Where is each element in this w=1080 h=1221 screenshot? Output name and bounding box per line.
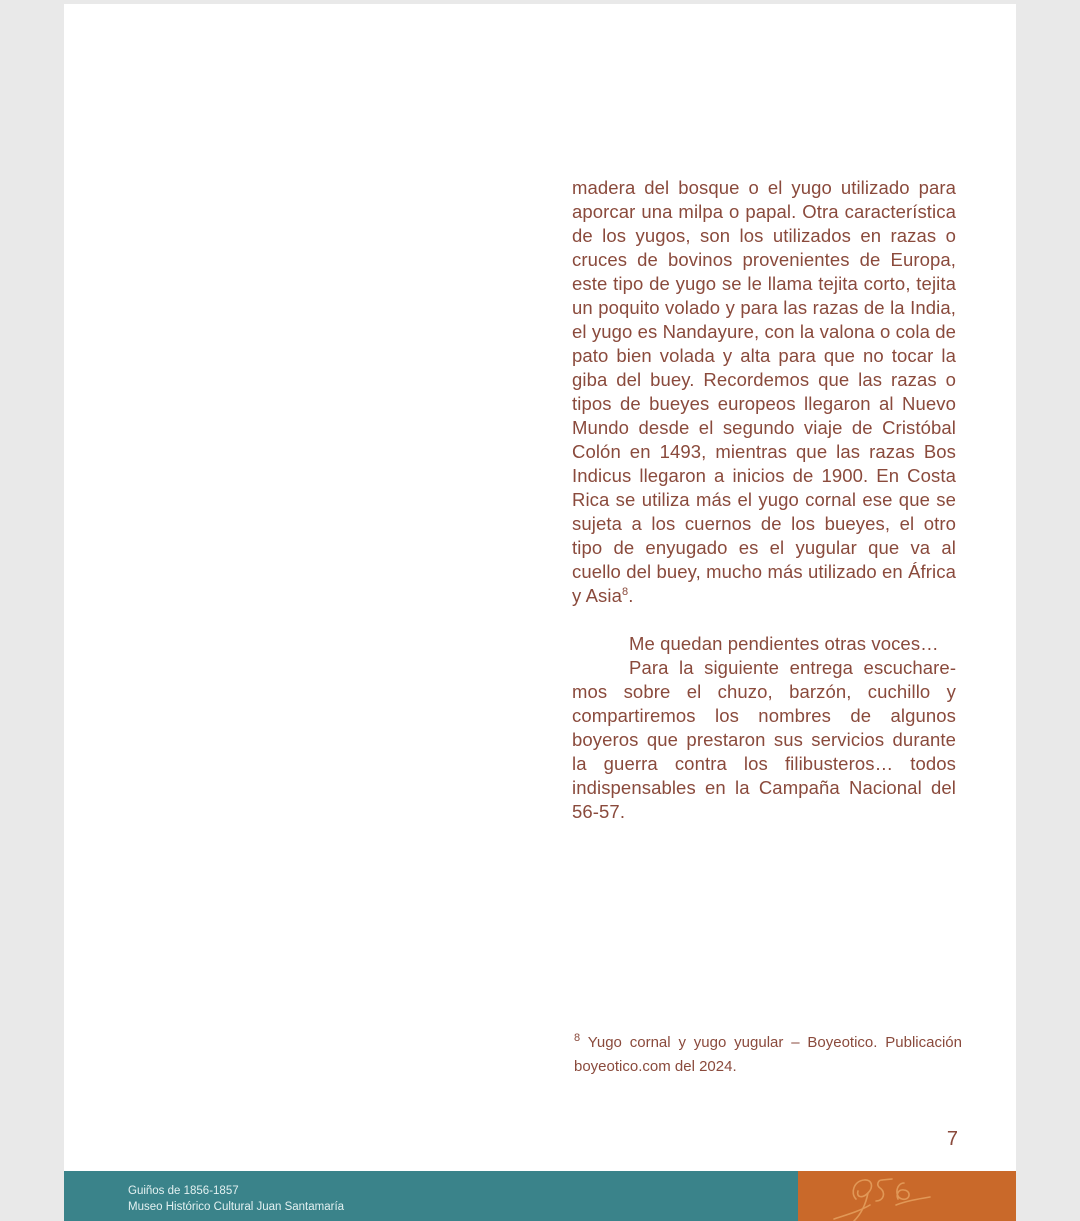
paragraph-1-text: madera del bosque o el yugo utilizado para aporcar una milpa o papal. Otra característica de los yugos, son los utilizados en razas o cruces de bovinos provenientes de Europa, este tipo de yugo se le llama tejita corto, tejita un poquito volado y para las razas de la India, el yugo es Nandayure, con la valona o cola de pato bien volada y alta para que no tocar la giba del buey. Recordemos que las razas o tipos de bueyes europeos llegaron al Nuevo Mundo desde el segundo viaje de Cristóbal Colón en 1493, mientras que las razas Bos Indicus llegaron a inicios de 1900. En Costa Rica se utiliza más el yugo cornal ese que se sujeta a los cuernos de los bueyes, el otro tipo de enyugado es el yugular que va al cuello del buey, mucho más utilizado en África y Asia — [572, 177, 957, 606]
footer-series-title: Guiños de 1856-1857 — [128, 1185, 239, 1197]
footer-right-band — [798, 1171, 1016, 1221]
paragraph-gap — [572, 608, 956, 632]
document-page — [64, 4, 1016, 1221]
paragraph-1-end: . — [628, 585, 634, 606]
footnote-marker: 8 — [574, 1032, 581, 1044]
footer-left-band — [64, 1171, 798, 1221]
paragraph-2: Me quedan pendientes otras voces… — [629, 633, 939, 654]
footer-museum-name: Museo Histórico Cultural Juan Santamaría — [128, 1201, 345, 1213]
footnote-reference[interactable]: 8 — [621, 585, 629, 598]
paragraph-3: Para la siguiente entrega escucharemos sobre el chuzo, barzón, cuchillo y compartiremos los nombres de algunos boyeros que prestaron sus servicios durante la guerra contra los filibusteros… todos indispensables en la Campaña Nacional del 56-57. — [572, 657, 956, 822]
page-number: 7 — [946, 1128, 958, 1150]
year-signature-logo — [826, 1171, 956, 1221]
footnote — [574, 1031, 962, 1079]
footer-text — [128, 1183, 344, 1215]
paragraph-1 — [572, 176, 956, 608]
body-text — [572, 176, 956, 824]
footnote-text: Yugo cornal y yugo yugular – Boyeotico. Publicación boyeotico.com del 2024. — [574, 1034, 962, 1075]
footer-bar — [64, 1171, 1016, 1221]
